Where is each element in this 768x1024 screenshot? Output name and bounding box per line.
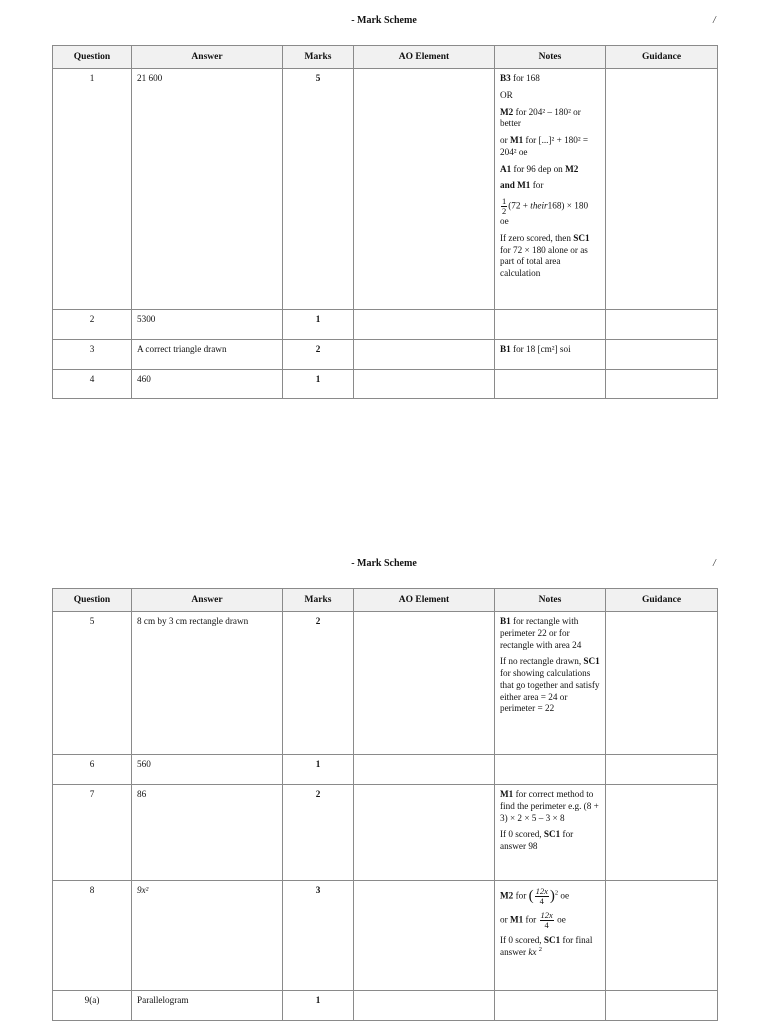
page-title: - Mark Scheme xyxy=(351,15,417,26)
col-ao-element: AO Element xyxy=(354,46,495,69)
question-number: 6 xyxy=(53,755,132,785)
table-row xyxy=(53,69,718,310)
table-row xyxy=(53,370,718,399)
col-guidance: Guidance xyxy=(606,46,718,69)
ao-element-cell xyxy=(354,370,495,399)
mark-scheme-table xyxy=(52,588,718,1021)
question-number: 3 xyxy=(53,340,132,370)
table-row xyxy=(53,755,718,785)
table-row xyxy=(53,785,718,881)
marks-cell: 1 xyxy=(283,991,354,1021)
marks-cell: 1 xyxy=(283,755,354,785)
guidance-cell xyxy=(606,340,718,370)
notes-cell: M1 for correct method to find the perimeter e.g. (8 + 3) × 2 × 5 – 3 × 8 If 0 scored, SC1 for answer 98 xyxy=(495,785,606,881)
fraction: $\frac{12x}{4}$ xyxy=(540,910,553,931)
guidance-cell xyxy=(606,785,718,881)
page-1 xyxy=(0,0,768,384)
mark-scheme-table xyxy=(52,45,718,399)
answer-cell: 8 cm by 3 cm rectangle drawn xyxy=(132,612,283,755)
guidance-cell xyxy=(606,755,718,785)
table-row xyxy=(53,881,718,991)
ao-element-cell xyxy=(354,991,495,1021)
answer-cell: A correct triangle drawn xyxy=(132,340,283,370)
notes-cell: B1 for 18 [cm²] soi xyxy=(495,340,606,370)
col-guidance: Guidance xyxy=(606,589,718,612)
col-answer: Answer xyxy=(132,589,283,612)
notes-cell xyxy=(495,991,606,1021)
page-header xyxy=(0,0,768,46)
table-header-row xyxy=(53,589,718,612)
answer-cell: Parallelogram xyxy=(132,991,283,1021)
col-answer: Answer xyxy=(132,46,283,69)
answer-cell: 460 xyxy=(132,370,283,399)
guidance-cell xyxy=(606,991,718,1021)
ao-element-cell xyxy=(354,340,495,370)
question-number: 4 xyxy=(53,370,132,399)
col-marks: Marks xyxy=(283,589,354,612)
question-number: 7 xyxy=(53,785,132,881)
page-header xyxy=(0,543,768,589)
ao-element-cell xyxy=(354,881,495,991)
page-2 xyxy=(0,543,768,1005)
guidance-cell xyxy=(606,310,718,340)
notes-cell xyxy=(495,755,606,785)
guidance-cell xyxy=(606,69,718,310)
notes-cell: M2 for ( $\frac{12x}{4}$ )$^2$ oe or M1 for $\frac{12x}{4}$ oe If 0 scored, SC1 for final answer kx $^2$ xyxy=(495,881,606,991)
table-header-row xyxy=(53,46,718,69)
header-slash: / xyxy=(713,15,716,26)
ao-element-cell xyxy=(354,755,495,785)
table-row xyxy=(53,340,718,370)
col-marks: Marks xyxy=(283,46,354,69)
ao-element-cell xyxy=(354,69,495,310)
notes-cell xyxy=(495,310,606,340)
marks-cell: 1 xyxy=(283,310,354,340)
header-slash: / xyxy=(713,558,716,569)
ao-element-cell xyxy=(354,310,495,340)
marks-cell: 2 xyxy=(283,785,354,881)
col-notes: Notes xyxy=(495,589,606,612)
fraction: $\frac{1}{2}$ xyxy=(502,196,507,217)
answer-cell: 9x² xyxy=(132,881,283,991)
guidance-cell xyxy=(606,881,718,991)
notes-cell: B3 for 168 OR M2 for 204² – 180² or better or M1 for [...]² + 180² = 204² oe A1 for 96 dep on M2 and M1 for $\frac{1}{2}$ (72 + their168) × 180 oe If zero scored, then SC1 for 72 × 180 alone or as part of total area calculation xyxy=(495,69,606,310)
guidance-cell xyxy=(606,370,718,399)
marks-cell: 2 xyxy=(283,340,354,370)
question-number: 2 xyxy=(53,310,132,340)
marks-cell: 2 xyxy=(283,612,354,755)
col-question: Question xyxy=(53,46,132,69)
question-number: 8 xyxy=(53,881,132,991)
answer-cell: 560 xyxy=(132,755,283,785)
question-number: 9(a) xyxy=(53,991,132,1021)
answer-cell: 86 xyxy=(132,785,283,881)
col-question: Question xyxy=(53,589,132,612)
answer-cell: 21 600 xyxy=(132,69,283,310)
guidance-cell xyxy=(606,612,718,755)
marks-cell: 1 xyxy=(283,370,354,399)
fraction: $\frac{12x}{4}$ xyxy=(535,886,548,907)
question-number: 1 xyxy=(53,69,132,310)
col-ao-element: AO Element xyxy=(354,589,495,612)
col-notes: Notes xyxy=(495,46,606,69)
notes-cell xyxy=(495,370,606,399)
notes-cell: B1 for rectangle with perimeter 22 or for rectangle with area 24 If no rectangle drawn, SC1 for showing calculations that go together and satisfy either area = 24 or perimeter = 22 xyxy=(495,612,606,755)
ao-element-cell xyxy=(354,612,495,755)
answer-cell: 5300 xyxy=(132,310,283,340)
ao-element-cell xyxy=(354,785,495,881)
table-row xyxy=(53,612,718,755)
page-title: - Mark Scheme xyxy=(351,558,417,569)
marks-cell: 3 xyxy=(283,881,354,991)
question-number: 5 xyxy=(53,612,132,755)
marks-cell: 5 xyxy=(283,69,354,310)
table-row xyxy=(53,991,718,1021)
table-row xyxy=(53,310,718,340)
